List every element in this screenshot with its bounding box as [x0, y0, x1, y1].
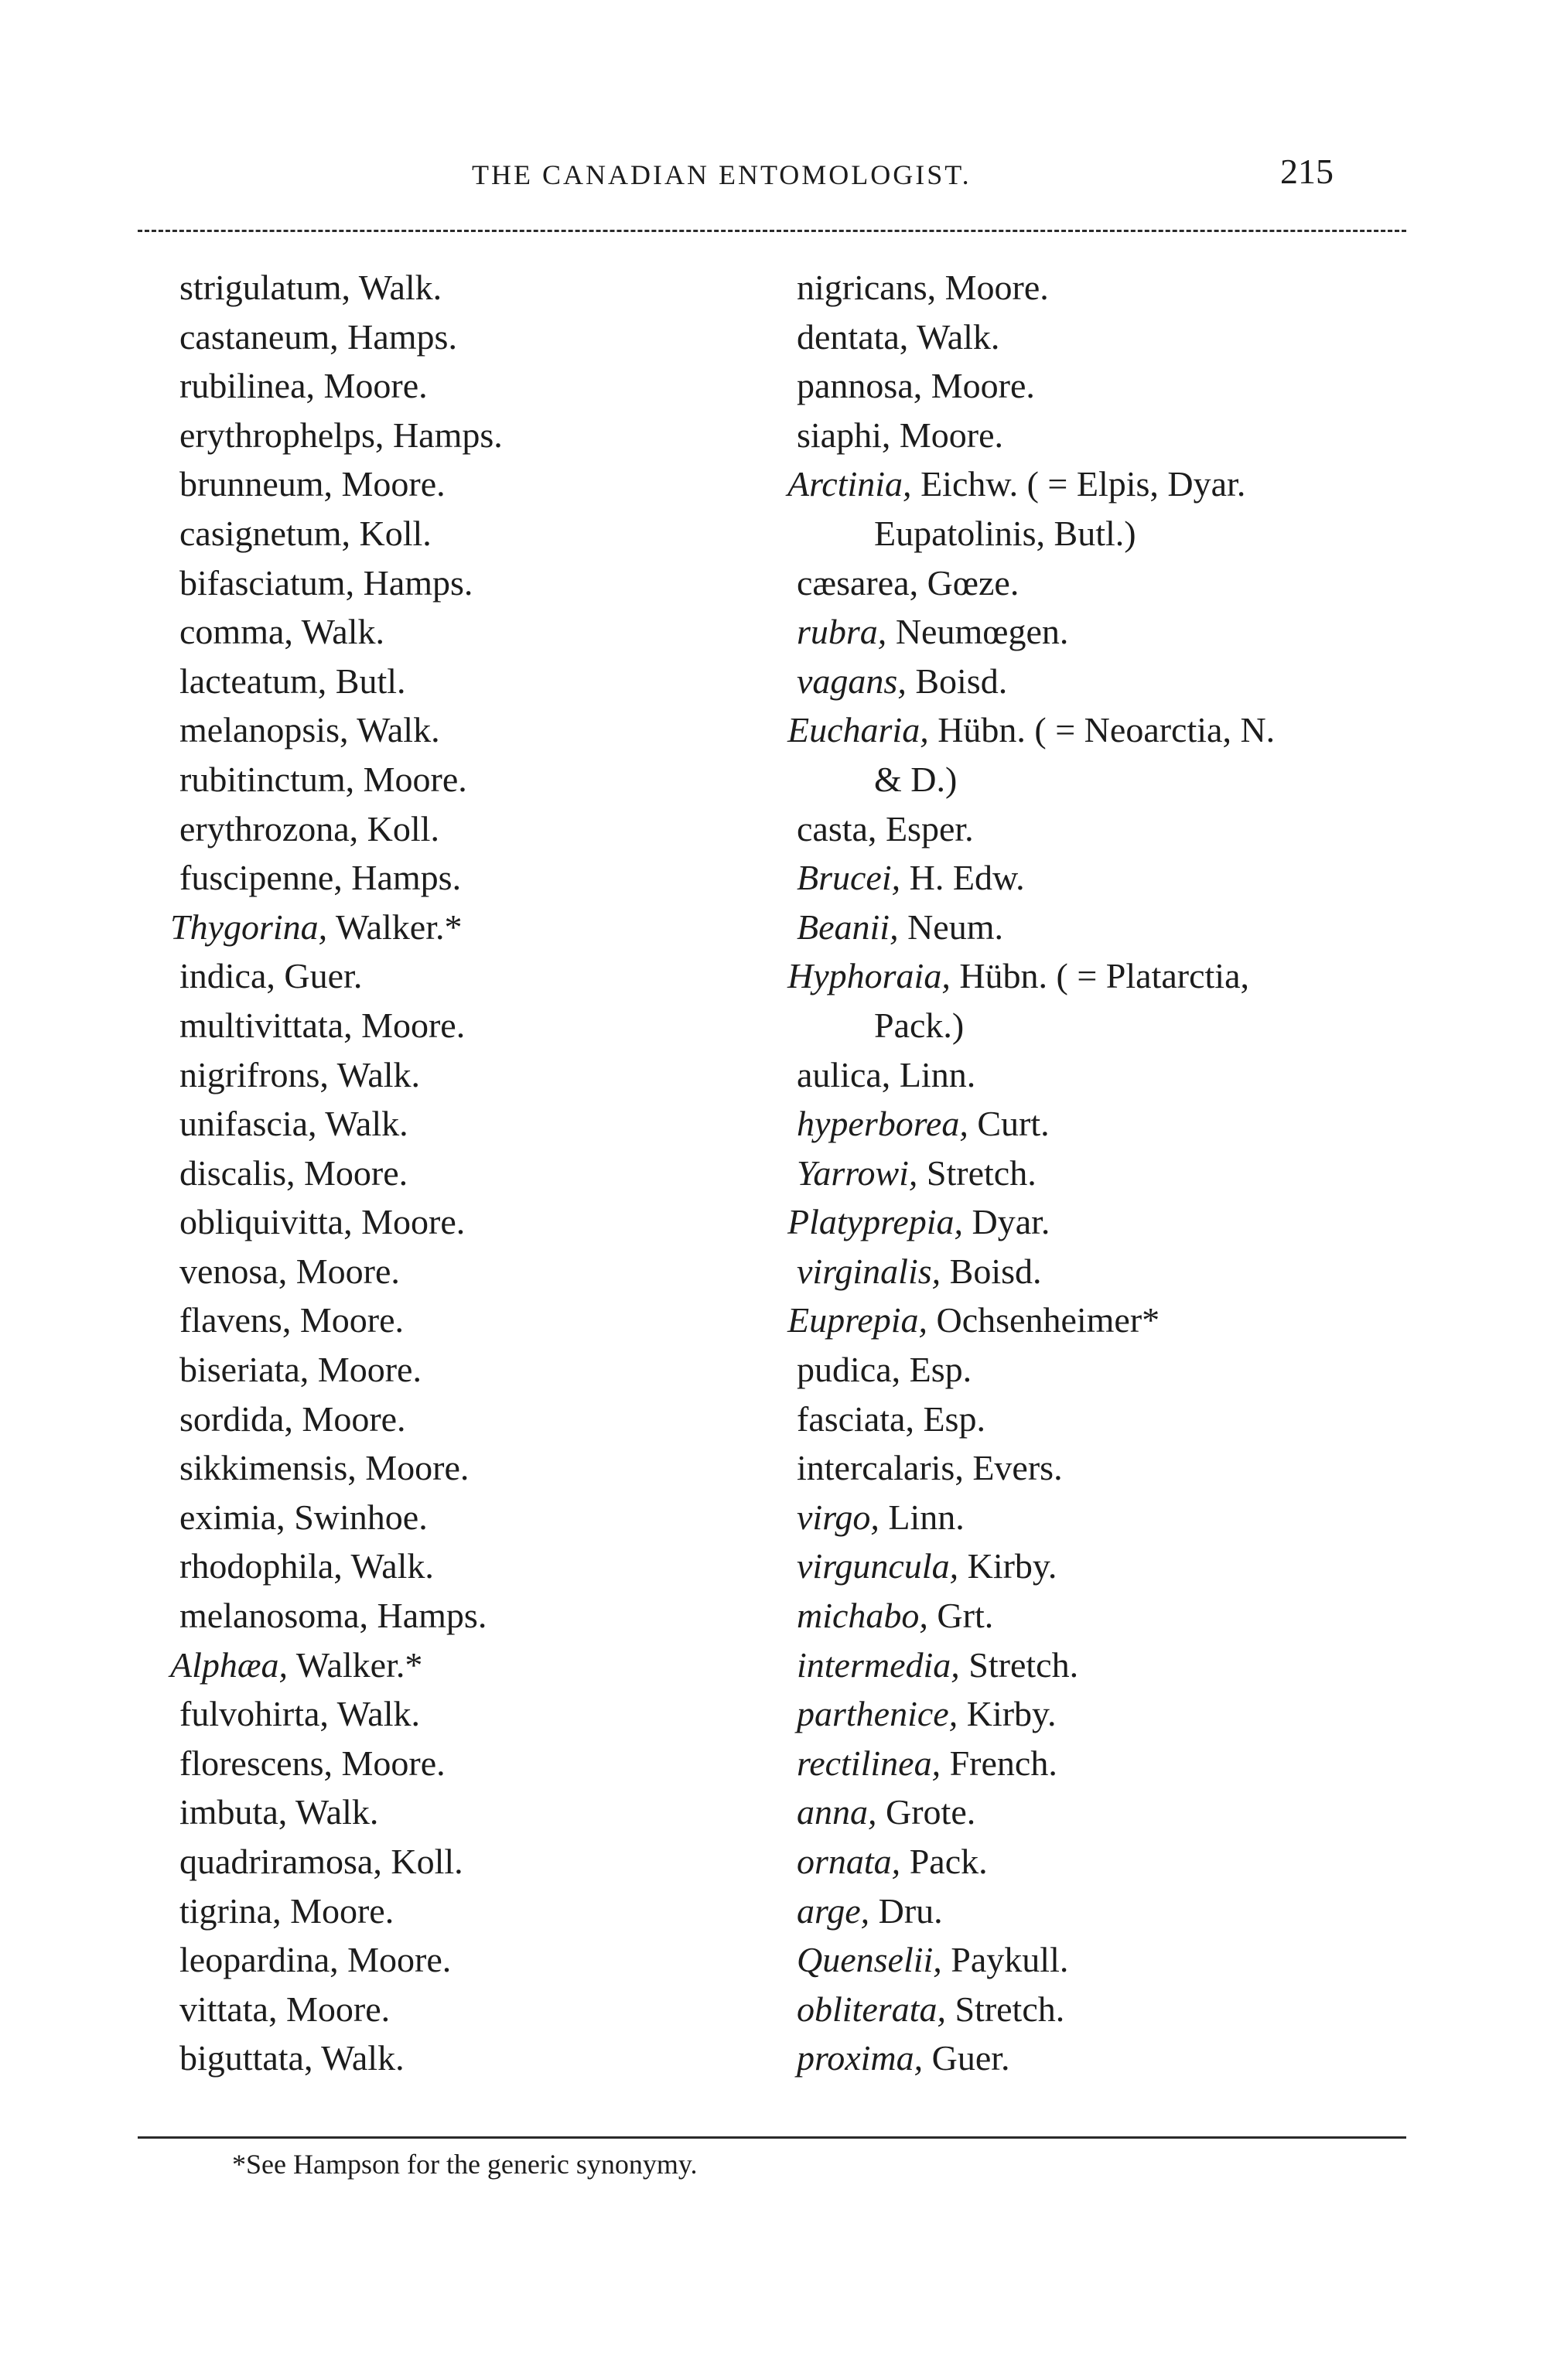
taxon-author: Butl. — [326, 661, 406, 701]
taxon-name: discalis, — [179, 1152, 295, 1193]
taxon-author: Paykull. — [941, 1940, 1069, 1980]
species-entry — [179, 1739, 814, 1788]
taxon-author: Moore. — [291, 1300, 404, 1340]
taxon-author: Walk. — [313, 2038, 405, 2078]
taxon-name: intercalaris, — [797, 1448, 964, 1488]
species-entry — [797, 263, 1431, 312]
taxon-author: Esp. — [900, 1350, 972, 1390]
taxon-name: tigrina, — [179, 1890, 282, 1931]
taxon-author: Walk. — [348, 710, 440, 750]
taxon-author: Dru. — [869, 1890, 943, 1931]
taxon-author: Walk. — [328, 1694, 421, 1734]
taxon-author: & D.) — [874, 759, 958, 799]
taxon-name: flavens, — [179, 1300, 292, 1340]
taxon-author: Kirby. — [958, 1546, 1057, 1586]
taxon-name: siaphi, — [797, 415, 891, 455]
taxon-author: Pack.) — [874, 1005, 965, 1045]
taxon-author: Kirby. — [958, 1694, 1057, 1734]
species-entry — [179, 1493, 814, 1542]
taxon-name: leopardina, — [179, 1940, 339, 1980]
species-entry — [179, 459, 814, 509]
taxon-author: Moore. — [338, 1940, 452, 1980]
taxon-name: biseriata, — [179, 1350, 309, 1390]
taxon-name: pannosa, — [797, 366, 923, 406]
species-entry — [797, 1443, 1431, 1493]
taxon-author: Pack. — [900, 1842, 988, 1881]
taxon-author: Guer. — [275, 956, 363, 996]
genus-entry — [787, 705, 1431, 755]
taxon-name: rubitinctum, — [179, 759, 355, 799]
taxon-name: ornata, — [797, 1842, 901, 1881]
species-entry — [797, 657, 1431, 706]
taxon-author: Hamps. — [368, 1596, 487, 1636]
taxon-author: Grt. — [927, 1596, 994, 1636]
taxon-name: Thygorina, — [170, 907, 328, 947]
taxon-name: strigulatum, — [179, 268, 351, 307]
species-entry — [179, 705, 814, 755]
species-entry — [179, 657, 814, 706]
taxon-name: vittata, — [179, 1989, 278, 2029]
taxon-author: Hamps. — [384, 415, 503, 455]
species-entry — [179, 411, 814, 460]
left-column — [170, 263, 814, 2083]
species-entry — [797, 1591, 1431, 1641]
header-rule — [138, 230, 1406, 232]
species-entry — [797, 1985, 1431, 2034]
species-entry — [797, 558, 1431, 608]
species-entry — [179, 1591, 814, 1641]
taxon-name: imbuta, — [179, 1792, 288, 1832]
taxon-name: casignetum, — [179, 513, 350, 553]
taxon-author: Koll. — [381, 1842, 463, 1881]
taxon-author: Swinhoe. — [285, 1497, 428, 1537]
taxon-author: Neumœgen. — [886, 612, 1069, 652]
taxon-author: Hübn. ( = Platarctia, — [950, 956, 1249, 996]
taxon-name: proxima, — [797, 2038, 924, 2078]
species-entry — [797, 1493, 1431, 1542]
taxon-author: Evers. — [963, 1448, 1063, 1488]
entry-continuation — [797, 755, 1431, 804]
taxon-author: Moore. — [922, 366, 1035, 406]
species-entry — [179, 1395, 814, 1444]
taxon-name: Yarrowi, — [797, 1152, 918, 1193]
taxon-name: lacteatum, — [179, 661, 327, 701]
taxon-author: Curt. — [968, 1104, 1050, 1144]
taxon-author: Moore. — [295, 1152, 408, 1193]
taxon-name: Beanii, — [797, 907, 899, 947]
taxon-name: unifascia, — [179, 1104, 317, 1144]
taxon-name: nigrifrons, — [179, 1054, 329, 1094]
species-entry — [179, 1149, 814, 1198]
species-entry — [179, 361, 814, 411]
species-entry — [797, 312, 1431, 362]
taxon-author: Ochsenheimer* — [927, 1300, 1160, 1340]
taxon-name: virgo, — [797, 1497, 879, 1537]
taxon-author: Moore. — [356, 1448, 470, 1488]
taxon-author: Moore. — [354, 759, 467, 799]
taxon-name: rhodophila, — [179, 1546, 343, 1586]
species-entry — [797, 1542, 1431, 1591]
taxon-name: erythrophelps, — [179, 415, 384, 455]
species-entry — [179, 755, 814, 804]
species-entry — [179, 263, 814, 312]
species-entry — [179, 1443, 814, 1493]
taxon-name: erythrozona, — [179, 808, 359, 849]
taxon-name: Eucharia, — [787, 710, 929, 750]
taxon-name: sikkimensis, — [179, 1448, 357, 1488]
taxon-name: multivittata, — [179, 1005, 353, 1045]
taxon-author: Hamps. — [342, 858, 462, 898]
taxon-name: aulica, — [797, 1054, 891, 1094]
footnote: *See Hampson for the generic synonymy. — [232, 2149, 698, 2180]
taxon-author: Moore. — [936, 268, 1049, 307]
taxon-author: Walker.* — [288, 1644, 423, 1685]
taxon-author: Walk. — [287, 1792, 379, 1832]
species-entry — [179, 1788, 814, 1837]
species-entry — [179, 607, 814, 657]
taxon-author: Walk. — [342, 1546, 434, 1586]
species-entry — [797, 1788, 1431, 1837]
genus-entry — [787, 459, 1431, 509]
taxon-author: Moore. — [352, 1005, 466, 1045]
taxon-name: dentata, — [797, 316, 909, 357]
taxon-name: virguncula, — [797, 1546, 959, 1586]
genus-entry — [787, 951, 1431, 1001]
taxon-name: fulvohirta, — [179, 1694, 329, 1734]
species-entry — [179, 853, 814, 903]
taxon-author: Koll. — [358, 808, 439, 849]
taxon-name: parthenice, — [797, 1694, 958, 1734]
taxon-name: vagans, — [797, 661, 907, 701]
taxon-name: arge, — [797, 1890, 870, 1931]
species-entry — [179, 558, 814, 608]
species-entry — [797, 1395, 1431, 1444]
species-entry — [797, 411, 1431, 460]
species-entry — [179, 1345, 814, 1395]
taxon-name: fasciata, — [797, 1398, 914, 1439]
taxon-author: Hübn. ( = Neoarctia, N. — [928, 710, 1276, 750]
taxon-name: rubilinea, — [179, 366, 315, 406]
taxon-name: eximia, — [179, 1497, 285, 1537]
species-entry — [797, 1739, 1431, 1788]
taxon-author: Neum. — [898, 907, 1003, 947]
taxon-name: obliterata, — [797, 1989, 946, 2029]
taxon-author: Moore. — [292, 1398, 406, 1439]
taxon-author: Walk. — [908, 316, 1000, 357]
taxon-name: hyperborea, — [797, 1104, 968, 1144]
taxon-name: melanosoma, — [179, 1596, 368, 1636]
species-entry — [179, 1001, 814, 1050]
taxon-author: Guer. — [923, 2038, 1010, 2078]
species-entry — [179, 312, 814, 362]
taxon-name: venosa, — [179, 1251, 288, 1291]
taxon-name: nigricans, — [797, 268, 937, 307]
taxon-author: Moore. — [277, 1989, 391, 2029]
taxon-name: Euprepia, — [787, 1300, 927, 1340]
taxon-name: rubra, — [797, 612, 887, 652]
taxon-author: Moore. — [315, 366, 428, 406]
taxon-author: Moore. — [281, 1890, 394, 1931]
footnote-rule — [138, 2136, 1406, 2139]
taxon-name: Alphæa, — [170, 1644, 289, 1685]
species-entry — [797, 1935, 1431, 1985]
taxon-author: Moore. — [333, 464, 446, 504]
species-entry — [179, 1050, 814, 1100]
taxon-author: Esp. — [914, 1398, 985, 1439]
species-entry — [797, 1641, 1431, 1690]
species-entry — [179, 1837, 814, 1887]
taxon-author: Stretch. — [917, 1152, 1037, 1193]
taxon-name: melanopsis, — [179, 710, 349, 750]
taxon-author: Walk. — [328, 1054, 421, 1094]
running-title: THE CANADIAN ENTOMOLOGIST. — [472, 159, 972, 190]
taxon-author: Moore. — [309, 1350, 422, 1390]
taxon-author: Walk. — [292, 612, 385, 652]
taxon-name: rectilinea, — [797, 1743, 941, 1783]
taxon-name: Arctinia, — [787, 464, 912, 504]
taxon-author: Eupatolinis, Butl.) — [874, 513, 1136, 553]
taxon-author: Moore. — [352, 1202, 466, 1242]
taxon-name: brunneum, — [179, 464, 333, 504]
species-entry — [179, 1985, 814, 2034]
species-entry — [179, 1296, 814, 1345]
taxon-name: Platyprepia, — [787, 1202, 963, 1242]
taxon-name: biguttata, — [179, 2038, 313, 2078]
species-entry — [797, 1149, 1431, 1198]
taxon-name: anna, — [797, 1792, 877, 1832]
taxon-author: Gœze. — [918, 562, 1019, 603]
species-entry — [797, 1689, 1431, 1739]
page-number: 215 — [1280, 152, 1334, 191]
species-entry — [179, 1689, 814, 1739]
taxon-author: Stretch. — [945, 1989, 1065, 2029]
taxon-name: quadriramosa, — [179, 1842, 382, 1881]
taxon-name: indica, — [179, 956, 275, 996]
taxon-name: Brucei, — [797, 858, 901, 898]
species-entry — [797, 1887, 1431, 1936]
taxon-author: Dyar. — [962, 1202, 1050, 1242]
taxon-name: comma, — [179, 612, 293, 652]
genus-entry — [787, 1296, 1431, 1345]
taxon-name: bifasciatum, — [179, 562, 355, 603]
entry-continuation — [797, 1001, 1431, 1050]
taxon-author: Stretch. — [959, 1644, 1079, 1685]
species-entry — [179, 1542, 814, 1591]
species-entry — [179, 804, 814, 854]
taxon-author: Walk. — [350, 268, 442, 307]
taxon-name: michabo, — [797, 1596, 928, 1636]
taxon-author: French. — [941, 1743, 1057, 1783]
right-column — [787, 263, 1431, 2083]
taxon-name: Hyphoraia, — [787, 956, 951, 996]
taxon-author: Boisd. — [941, 1251, 1042, 1291]
taxon-name: Quenselii, — [797, 1940, 942, 1980]
species-entry — [179, 1935, 814, 1985]
taxon-author: Linn. — [890, 1054, 976, 1094]
species-entry — [797, 1247, 1431, 1296]
taxon-author: Walker.* — [327, 907, 463, 947]
species-entry — [179, 951, 814, 1001]
species-entry — [179, 509, 814, 558]
taxon-author: Esper. — [876, 808, 974, 849]
taxon-name: castaneum, — [179, 316, 339, 357]
species-entry — [797, 361, 1431, 411]
taxon-author: Moore. — [332, 1743, 446, 1783]
genus-entry — [170, 1641, 814, 1690]
taxon-author: H. Edw. — [900, 858, 1025, 898]
entry-continuation — [797, 509, 1431, 558]
taxon-author: Moore. — [287, 1251, 400, 1291]
taxon-author: Walk. — [316, 1104, 408, 1144]
species-entry — [797, 1050, 1431, 1100]
species-entry — [797, 804, 1431, 854]
species-entry — [797, 607, 1431, 657]
taxon-name: sordida, — [179, 1398, 293, 1439]
taxon-author: Hamps. — [354, 562, 473, 603]
genus-entry — [787, 1197, 1431, 1247]
species-entry — [797, 853, 1431, 903]
species-entry — [179, 1099, 814, 1149]
taxon-name: casta, — [797, 808, 877, 849]
genus-entry — [170, 903, 814, 952]
species-entry — [797, 2033, 1431, 2083]
taxon-name: fuscipenne, — [179, 858, 343, 898]
species-entry — [797, 1837, 1431, 1887]
species-entry — [179, 1887, 814, 1936]
species-entry — [179, 1247, 814, 1296]
taxon-name: virginalis, — [797, 1251, 941, 1291]
taxon-author: Eichw. ( = Elpis, Dyar. — [911, 464, 1246, 504]
taxon-name: florescens, — [179, 1743, 333, 1783]
page-header — [0, 152, 1554, 205]
taxon-author: Grote. — [876, 1792, 976, 1832]
species-entry — [797, 1345, 1431, 1395]
species-entry — [179, 2033, 814, 2083]
taxon-author: Boisd. — [906, 661, 1008, 701]
taxon-name: cæsarea, — [797, 562, 919, 603]
taxon-author: Moore. — [890, 415, 1004, 455]
species-entry — [179, 1197, 814, 1247]
taxon-author: Linn. — [879, 1497, 965, 1537]
taxon-author: Koll. — [350, 513, 432, 553]
taxon-author: Hamps. — [338, 316, 457, 357]
taxon-name: obliquivitta, — [179, 1202, 353, 1242]
species-entry — [797, 1099, 1431, 1149]
taxon-name: pudica, — [797, 1350, 901, 1390]
species-entry — [797, 903, 1431, 952]
taxon-name: intermedia, — [797, 1644, 960, 1685]
